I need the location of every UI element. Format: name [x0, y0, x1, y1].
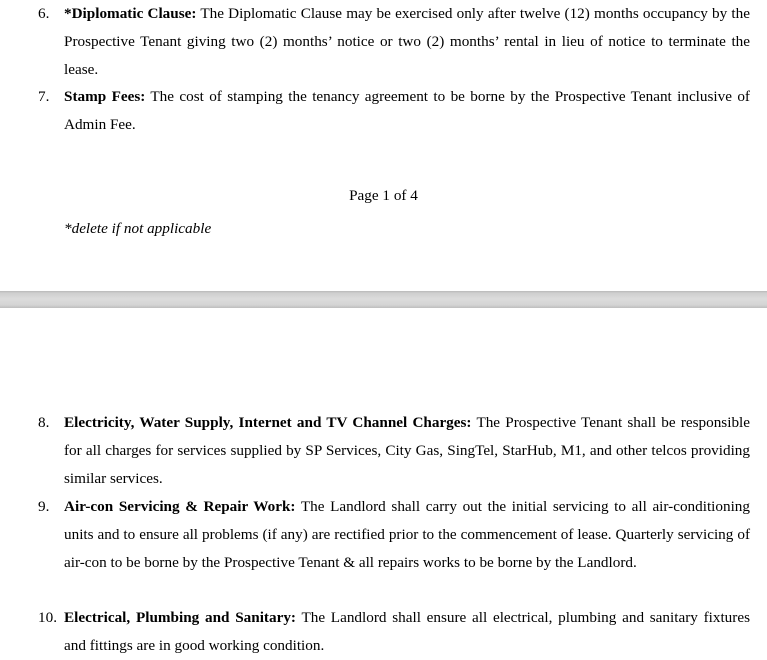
clause-text: The Diplomatic Clause may be exercised only after twelve (12) months occupancy by the Prospective Tenant giving two (2) months’ notice or two (2) months’ rental in lieu of notice to terminate the lease. [64, 5, 750, 78]
clause-text: The Landlord shall ensure all electrical, plumbing and sanitary fixtures and fittings are in good working condition. [64, 609, 750, 654]
clause-number: 8. [38, 414, 50, 431]
clause-text: The Landlord shall carry out the initial servicing to all air-conditioning units and to ensure all problems (if any) are rectified prior to the commencement of lease. Quarterly servicing of air-con to be borne by the Prospective Tenant & all repairs works to be borne by the Landlord. [64, 498, 750, 571]
clause-body [64, 409, 750, 493]
clause-text: The cost of stamping the tenancy agreement to be borne by the Prospective Tenant inclusive of Admin Fee. [64, 88, 750, 133]
page-number: Page 1 of 4 [349, 187, 418, 204]
clause-number: 6. [38, 5, 50, 22]
clause-heading: Stamp Fees: [64, 88, 146, 105]
footnote: *delete if not applicable [64, 220, 212, 237]
clause-body [64, 604, 750, 660]
clause-number: 7. [38, 88, 50, 105]
clause-heading: Electrical, Plumbing and Sanitary: [64, 609, 296, 626]
clause-heading: *Diplomatic Clause: [64, 5, 197, 22]
clause-body [64, 0, 750, 84]
clause-heading: Electricity, Water Supply, Internet and TV Channel Charges: [64, 414, 472, 431]
page-separator [0, 291, 767, 308]
clause-number: 10. [38, 609, 57, 626]
clause-text: The Prospective Tenant shall be responsible for all charges for services supplied by SP Services, City Gas, SingTel, StarHub, M1, and other telcos providing similar services. [64, 414, 750, 487]
clause-body [64, 83, 750, 139]
document-page-2 [0, 308, 767, 656]
clause-number: 9. [38, 498, 50, 515]
document-page-1 [0, 0, 767, 291]
clause-body [64, 493, 750, 577]
clause-heading: Air-con Servicing & Repair Work: [64, 498, 296, 515]
